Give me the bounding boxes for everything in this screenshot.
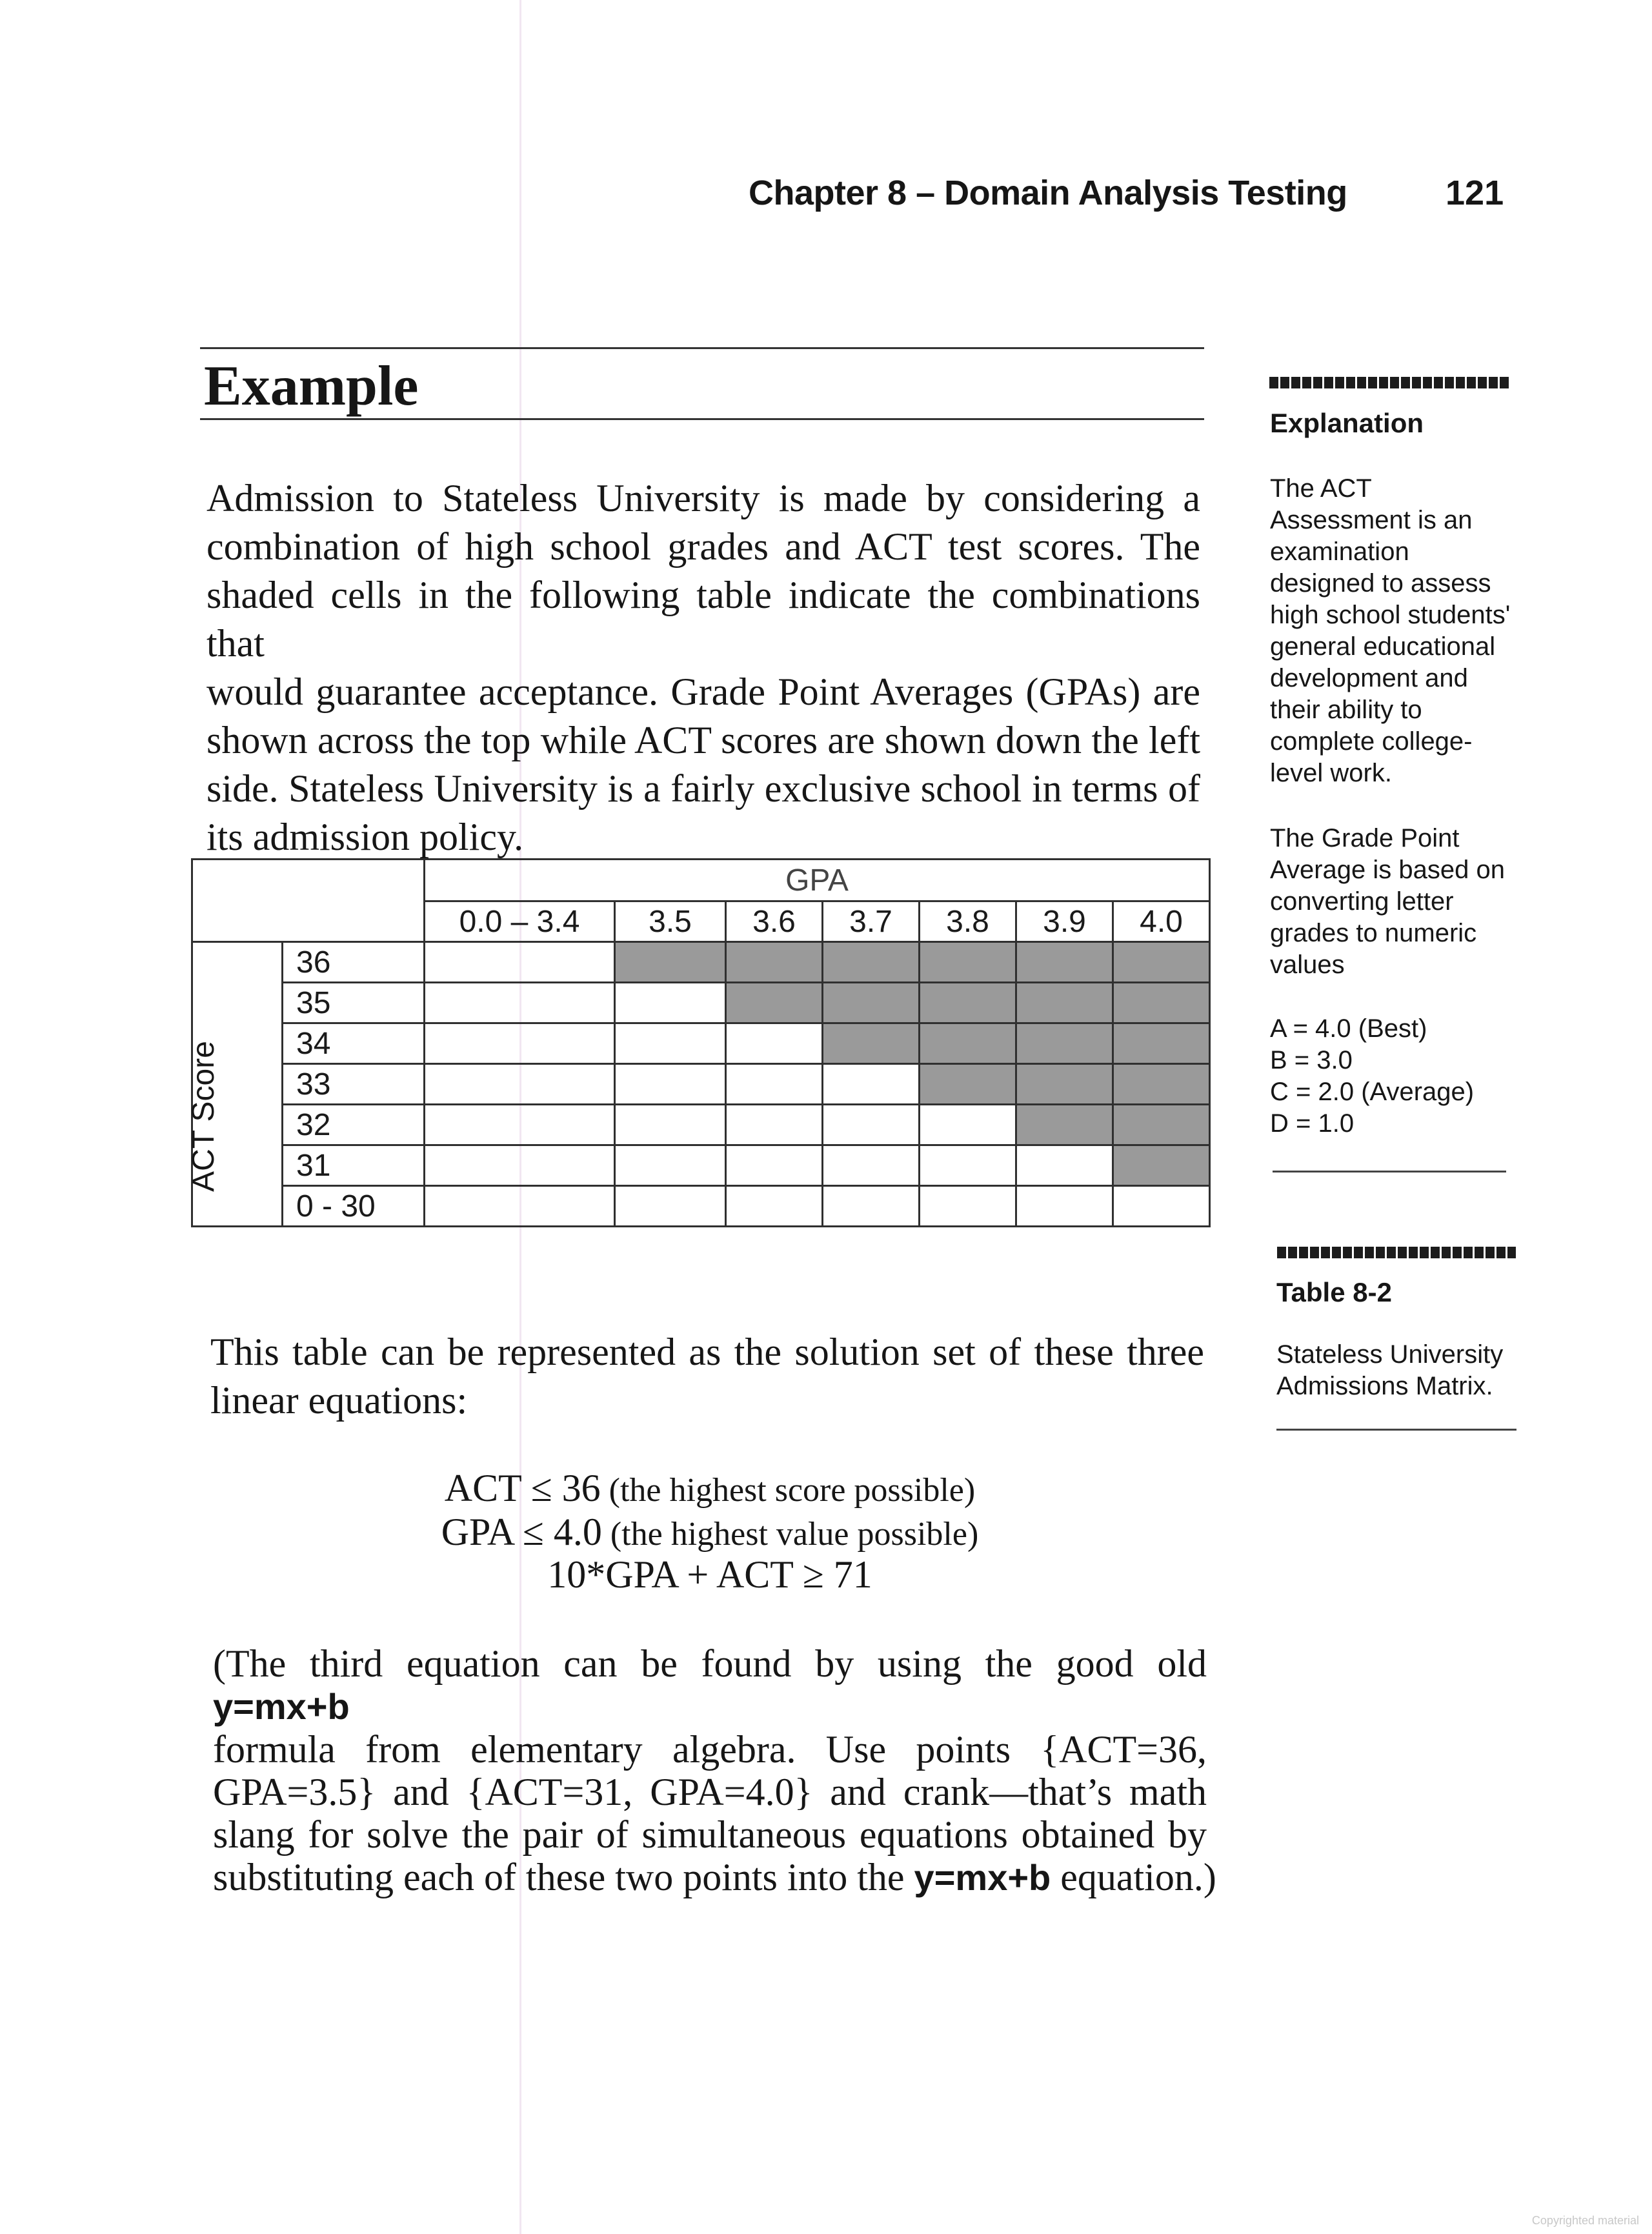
act-score-label: 34 <box>283 1023 425 1064</box>
accepted-cell <box>920 1023 1016 1064</box>
table-row <box>192 942 1210 983</box>
act-desc-line: development and <box>1270 664 1468 692</box>
table-title: Table 8-2 <box>1276 1277 1392 1307</box>
note-line: formula from elementary algebra. Use points {ACT=36, <box>213 1728 1207 1771</box>
table-row <box>192 1105 1210 1145</box>
gpa-column-header: 4.0 <box>1113 901 1210 942</box>
empty-cell <box>823 1145 920 1186</box>
empty-cell <box>615 983 726 1023</box>
empty-cell <box>823 1064 920 1105</box>
gpa-column-header: 0.0 – 3.4 <box>425 901 615 942</box>
equation-note: (the highest score possible) <box>600 1472 976 1509</box>
act-desc-line: The ACT <box>1270 474 1372 503</box>
accepted-cell <box>920 942 1016 983</box>
heading-bottom-rule <box>200 418 1204 420</box>
grade-scale-item: A = 4.0 (Best) <box>1270 1014 1427 1043</box>
table-row <box>192 1023 1210 1064</box>
empty-cell <box>823 1105 920 1145</box>
table-row <box>192 1186 1210 1227</box>
accepted-cell <box>1016 942 1113 983</box>
gpa-desc-line: Average is based on <box>1270 856 1505 884</box>
solution-line: linear equations: <box>210 1379 468 1422</box>
act-score-label: 32 <box>283 1105 425 1145</box>
explanation-divider <box>1269 377 1509 388</box>
note-line: slang for solve the pair of simultaneous equations obtained by <box>213 1813 1207 1856</box>
note-line <box>213 1856 1216 1899</box>
grade-scale-item: D = 1.0 <box>1270 1109 1355 1138</box>
explanation-title: Explanation <box>1270 408 1424 438</box>
accepted-cell <box>726 942 823 983</box>
act-desc-line: their ability to <box>1270 696 1422 724</box>
empty-cell <box>726 1064 823 1105</box>
accepted-cell <box>1016 1064 1113 1105</box>
empty-cell <box>425 1105 615 1145</box>
note-paragraph <box>213 1642 1216 1899</box>
copyright-notice: Copyrighted material <box>1531 2214 1639 2227</box>
accepted-cell <box>615 942 726 983</box>
heading-top-rule <box>200 347 1204 349</box>
intro-line: combination of high school grades and ACT test scores. The <box>206 525 1200 568</box>
grade-scale-item: B = 3.0 <box>1270 1046 1353 1074</box>
accepted-cell <box>1016 983 1113 1023</box>
empty-cell <box>726 1145 823 1186</box>
accepted-cell <box>1113 983 1210 1023</box>
accepted-cell <box>1113 1064 1210 1105</box>
accepted-cell <box>1016 1105 1113 1145</box>
chapter-title: Chapter 8 – Domain Analysis Testing <box>749 174 1347 212</box>
equation-3 <box>387 1553 1032 1597</box>
note-text: (The third equation can be found by using the good old <box>213 1642 1207 1685</box>
empty-cell <box>615 1145 726 1186</box>
caption-end-rule <box>1276 1429 1516 1431</box>
act-desc-line: general educational <box>1270 632 1496 661</box>
act-desc-line: designed to assess <box>1270 569 1491 598</box>
empty-cell <box>425 1186 615 1227</box>
note-line <box>213 1642 1207 1728</box>
caption-line: Admissions Matrix. <box>1276 1372 1493 1400</box>
gpa-column-header: 3.7 <box>823 901 920 942</box>
empty-cell <box>425 983 615 1023</box>
gpa-desc-line: converting letter <box>1270 887 1454 916</box>
accepted-cell <box>1113 942 1210 983</box>
empty-cell <box>615 1186 726 1227</box>
act-description <box>1270 473 1510 789</box>
intro-line: shaded cells in the following table indicate the combinations that <box>206 574 1200 665</box>
intro-line: Admission to Stateless University is made by considering a <box>206 477 1200 519</box>
solution-line: This table can be represented as the solution set of these three <box>210 1331 1204 1373</box>
note-text: equation.) <box>1051 1856 1216 1898</box>
act-desc-line: examination <box>1270 538 1409 566</box>
empty-cell <box>425 1145 615 1186</box>
intro-line: would guarantee acceptance. Grade Point Averages (GPAs) are <box>206 670 1200 713</box>
empty-cell <box>1016 1145 1113 1186</box>
empty-cell <box>615 1064 726 1105</box>
accepted-cell <box>823 983 920 1023</box>
act-score-label: 0 - 30 <box>283 1186 425 1227</box>
empty-cell <box>920 1186 1016 1227</box>
empty-cell <box>615 1023 726 1064</box>
equation-main: ACT ≤ 36 <box>444 1467 601 1509</box>
table-corner-cell <box>192 860 425 942</box>
empty-cell <box>823 1186 920 1227</box>
accepted-cell <box>1113 1023 1210 1064</box>
formula-ymxb: y=mx+b <box>914 1857 1051 1898</box>
note-text: substituting each of these two points into the <box>213 1856 914 1898</box>
empty-cell <box>425 1023 615 1064</box>
gpa-column-header: 3.9 <box>1016 901 1113 942</box>
empty-cell <box>425 942 615 983</box>
gpa-axis-title: GPA <box>425 860 1210 901</box>
table-row <box>192 1064 1210 1105</box>
example-heading: Example <box>204 355 419 418</box>
accepted-cell <box>1113 1105 1210 1145</box>
equation-main: GPA ≤ 4.0 <box>441 1511 602 1553</box>
empty-cell <box>1113 1186 1210 1227</box>
act-axis-label: ACT Score <box>186 1041 221 1192</box>
empty-cell <box>726 1105 823 1145</box>
intro-paragraph <box>206 474 1200 861</box>
accepted-cell <box>1113 1145 1210 1186</box>
table-caption-divider <box>1277 1247 1516 1258</box>
page-number: 121 <box>1446 174 1504 212</box>
intro-line: its admission policy. <box>206 816 524 858</box>
empty-cell <box>726 1023 823 1064</box>
act-score-label: 36 <box>283 942 425 983</box>
matrix-body <box>192 942 1210 1227</box>
act-score-label: 33 <box>283 1064 425 1105</box>
intro-line: side. Stateless University is a fairly exclusive school in terms of <box>206 767 1200 810</box>
act-desc-line: complete college- <box>1270 727 1473 756</box>
grade-scale <box>1270 1013 1474 1140</box>
equation-main: 10*GPA + ACT ≥ 71 <box>547 1553 872 1596</box>
gpa-column-header: 3.6 <box>726 901 823 942</box>
table-row <box>192 1145 1210 1186</box>
accepted-cell <box>1016 1023 1113 1064</box>
accepted-cell <box>726 983 823 1023</box>
act-score-label: 35 <box>283 983 425 1023</box>
act-desc-line: Assessment is an <box>1270 506 1473 534</box>
empty-cell <box>615 1105 726 1145</box>
act-desc-line: level work. <box>1270 759 1392 787</box>
empty-cell <box>726 1186 823 1227</box>
accepted-cell <box>823 942 920 983</box>
empty-cell <box>920 1105 1016 1145</box>
act-score-label: 31 <box>283 1145 425 1186</box>
solution-paragraph <box>210 1328 1204 1425</box>
explanation-end-rule <box>1273 1171 1506 1172</box>
empty-cell <box>425 1064 615 1105</box>
table-caption <box>1276 1339 1503 1402</box>
gpa-desc-line: The Grade Point <box>1270 824 1460 852</box>
equation-1 <box>387 1466 1032 1511</box>
act-desc-line: high school students' <box>1270 601 1511 629</box>
formula-ymxb: y=mx+b <box>213 1686 350 1727</box>
equation-2 <box>387 1510 1032 1555</box>
note-line: GPA=3.5} and {ACT=31, GPA=4.0} and crank—that’s math <box>213 1771 1207 1813</box>
grade-scale-item: C = 2.0 (Average) <box>1270 1078 1475 1106</box>
empty-cell <box>1016 1186 1113 1227</box>
accepted-cell <box>920 983 1016 1023</box>
accepted-cell <box>920 1064 1016 1105</box>
equation-note: (the highest value possible) <box>601 1516 979 1553</box>
gpa-desc-line: values <box>1270 951 1345 979</box>
gpa-column-header: 3.8 <box>920 901 1016 942</box>
gpa-description <box>1270 823 1505 981</box>
table-row <box>192 983 1210 1023</box>
gpa-desc-line: grades to numeric <box>1270 919 1477 947</box>
empty-cell <box>920 1145 1016 1186</box>
accepted-cell <box>823 1023 920 1064</box>
caption-line: Stateless University <box>1276 1340 1504 1369</box>
gpa-column-header: 3.5 <box>615 901 726 942</box>
admissions-matrix-table <box>191 858 1211 1227</box>
intro-line: shown across the top while ACT scores are shown down the left <box>206 719 1200 761</box>
